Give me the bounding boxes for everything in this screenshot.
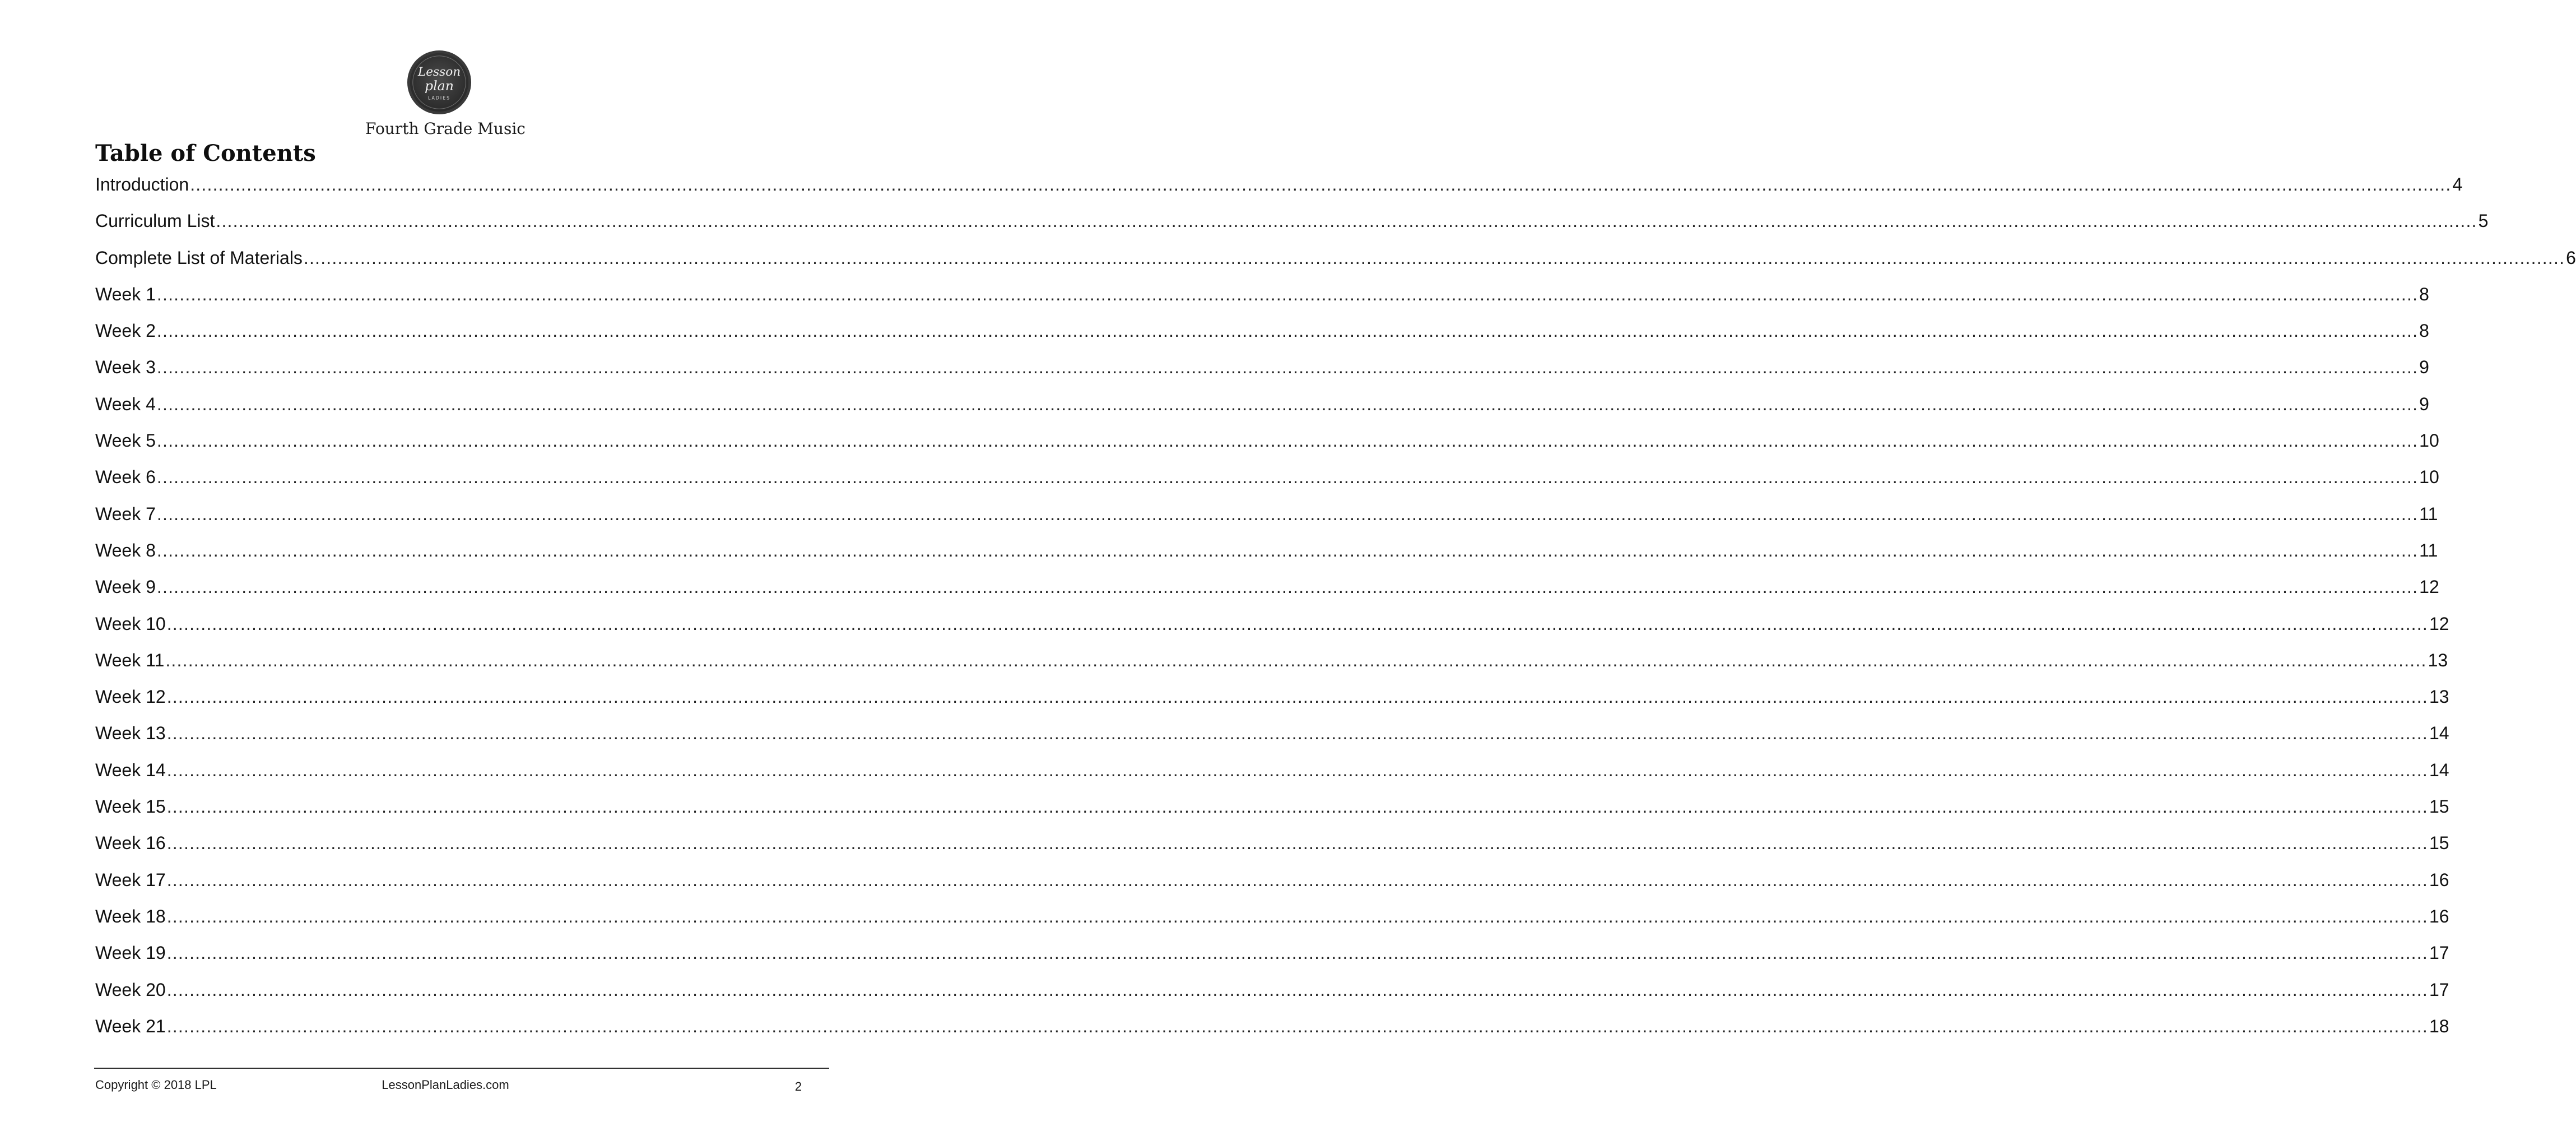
toc-entry-page-number: 4 xyxy=(2452,174,2463,194)
toc-entry[interactable] xyxy=(95,171,2463,208)
logo-word-ladies: LADIES xyxy=(427,95,451,101)
toc-entry-label: Week 1 xyxy=(95,284,156,304)
logo-word-plan: plan xyxy=(425,77,454,94)
toc-entry-label: Week 5 xyxy=(95,430,156,451)
toc-entry[interactable] xyxy=(95,537,2438,574)
footer-page-number: 2 xyxy=(794,1079,802,1093)
toc-entry[interactable] xyxy=(95,720,2449,757)
toc-leader-dots: ................................................................................................................................................................................................................................................................................................................................................................................................................ xyxy=(156,357,2419,378)
toc-entry-page-number: 17 xyxy=(2429,943,2449,963)
toc-entry-page-number: 10 xyxy=(2419,430,2439,451)
toc-entry-label: Week 21 xyxy=(95,1016,166,1036)
toc-leader-dots: ................................................................................................................................................................................................................................................................................................................................................................................................................ xyxy=(166,833,2428,854)
toc-leader-dots: ................................................................................................................................................................................................................................................................................................................................................................................................................ xyxy=(166,613,2428,634)
lesson-plan-ladies-logo xyxy=(406,49,472,115)
toc-entry-page-number: 12 xyxy=(2419,577,2439,597)
toc-entry-label: Week 18 xyxy=(95,906,166,926)
toc-heading: Table of Contents xyxy=(95,140,316,166)
toc-entry-label: Introduction xyxy=(95,174,189,194)
toc-leader-dots: ................................................................................................................................................................................................................................................................................................................................................................................................................ xyxy=(216,211,2477,231)
toc-entry[interactable] xyxy=(95,245,2576,281)
toc-entry-label: Week 11 xyxy=(95,650,165,670)
toc-entry[interactable] xyxy=(95,830,2449,866)
toc-entry[interactable] xyxy=(95,428,2439,464)
toc-entry-page-number: 5 xyxy=(2478,211,2489,231)
toc-entry-page-number: 17 xyxy=(2429,979,2449,1000)
toc-entry-page-number: 13 xyxy=(2428,650,2448,670)
toc-entry-label: Week 13 xyxy=(95,723,166,744)
toc-entry[interactable] xyxy=(95,464,2439,500)
toc-entry[interactable] xyxy=(95,867,2449,903)
toc-entry-label: Week 16 xyxy=(95,833,166,854)
toc-entry-page-number: 9 xyxy=(2419,393,2429,414)
toc-entry-page-number: 8 xyxy=(2419,284,2429,304)
toc-entry[interactable] xyxy=(95,903,2449,940)
toc-entry-page-number: 16 xyxy=(2429,869,2449,890)
toc-entry-label: Week 3 xyxy=(95,357,156,378)
toc-entry[interactable] xyxy=(95,574,2439,610)
toc-entry-page-number: 11 xyxy=(2419,503,2438,524)
toc-entry-page-number: 15 xyxy=(2429,796,2449,817)
toc-entry[interactable] xyxy=(95,281,2429,318)
toc-entry-page-number: 10 xyxy=(2419,467,2439,488)
toc-leader-dots: ................................................................................................................................................................................................................................................................................................................................................................................................................ xyxy=(166,759,2428,780)
toc-entry-page-number: 15 xyxy=(2429,833,2449,854)
toc-entry-label: Week 17 xyxy=(95,869,166,890)
toc-leader-dots: ................................................................................................................................................................................................................................................................................................................................................................................................................ xyxy=(166,906,2428,926)
toc-entry[interactable] xyxy=(95,977,2449,1013)
toc-entry-label: Week 10 xyxy=(95,613,166,634)
toc-entry-page-number: 13 xyxy=(2429,687,2449,707)
toc-entry-label: Week 7 xyxy=(95,503,156,524)
toc-entry[interactable] xyxy=(95,208,2489,244)
toc-leader-dots: ................................................................................................................................................................................................................................................................................................................................................................................................................ xyxy=(166,723,2428,744)
toc-entry-page-number: 12 xyxy=(2429,613,2449,634)
toc-leader-dots: ................................................................................................................................................................................................................................................................................................................................................................................................................ xyxy=(166,943,2428,963)
toc-entry-page-number: 16 xyxy=(2429,906,2449,926)
toc-entry[interactable] xyxy=(95,647,2448,684)
toc-entry-label: Week 15 xyxy=(95,796,166,817)
toc-entry[interactable] xyxy=(95,391,2429,428)
toc-leader-dots: ................................................................................................................................................................................................................................................................................................................................................................................................................ xyxy=(156,540,2419,560)
toc-entry-label: Week 19 xyxy=(95,943,166,963)
toc-entry[interactable] xyxy=(95,940,2449,976)
toc-entry-label: Complete List of Materials xyxy=(95,247,303,268)
toc-leader-dots: ................................................................................................................................................................................................................................................................................................................................................................................................................ xyxy=(156,503,2419,524)
logo-word-lesson: Lesson xyxy=(417,65,461,80)
toc-entry-label: Week 8 xyxy=(95,540,156,560)
toc-entry-page-number: 14 xyxy=(2429,723,2449,744)
toc-leader-dots: ................................................................................................................................................................................................................................................................................................................................................................................................................ xyxy=(166,687,2428,707)
toc-leader-dots: ................................................................................................................................................................................................................................................................................................................................................................................................................ xyxy=(166,979,2428,1000)
toc-entry[interactable] xyxy=(95,501,2438,537)
toc-leader-dots: ................................................................................................................................................................................................................................................................................................................................................................................................................ xyxy=(165,650,2427,670)
toc-leader-dots: ................................................................................................................................................................................................................................................................................................................................................................................................................ xyxy=(156,577,2419,597)
toc-entry-label: Week 2 xyxy=(95,321,156,341)
toc-entry[interactable] xyxy=(95,354,2429,391)
toc-list xyxy=(95,171,2576,1050)
toc-entry-page-number: 14 xyxy=(2429,759,2449,780)
footer-divider xyxy=(94,1068,829,1069)
toc-entry-label: Week 6 xyxy=(95,467,156,488)
footer-copyright: Copyright © 2018 LPL xyxy=(95,1078,217,1092)
toc-leader-dots: ................................................................................................................................................................................................................................................................................................................................................................................................................ xyxy=(156,430,2419,451)
toc-leader-dots: ................................................................................................................................................................................................................................................................................................................................................................................................................ xyxy=(166,869,2428,890)
toc-entry-page-number: 6 xyxy=(2566,247,2576,268)
toc-entry-label: Curriculum List xyxy=(95,211,215,231)
toc-leader-dots: ................................................................................................................................................................................................................................................................................................................................................................................................................ xyxy=(190,174,2452,194)
document-title: Fourth Grade Music xyxy=(365,119,526,138)
footer-website: LessonPlanLadies.com xyxy=(382,1078,509,1092)
toc-entry[interactable] xyxy=(95,757,2449,794)
toc-leader-dots: ................................................................................................................................................................................................................................................................................................................................................................................................................ xyxy=(156,321,2419,341)
toc-leader-dots: ................................................................................................................................................................................................................................................................................................................................................................................................................ xyxy=(166,1016,2428,1036)
toc-entry[interactable] xyxy=(95,794,2449,830)
toc-entry-label: Week 4 xyxy=(95,393,156,414)
toc-leader-dots: ................................................................................................................................................................................................................................................................................................................................................................................................................ xyxy=(156,467,2419,488)
toc-entry-label: Week 20 xyxy=(95,979,166,1000)
toc-leader-dots: ................................................................................................................................................................................................................................................................................................................................................................................................................ xyxy=(166,796,2428,817)
toc-entry[interactable] xyxy=(95,611,2449,647)
toc-entry-label: Week 14 xyxy=(95,759,166,780)
toc-leader-dots: ................................................................................................................................................................................................................................................................................................................................................................................................................ xyxy=(156,284,2419,304)
toc-entry-page-number: 18 xyxy=(2429,1016,2449,1036)
toc-leader-dots: ................................................................................................................................................................................................................................................................................................................................................................................................................ xyxy=(156,393,2419,414)
toc-leader-dots: ................................................................................................................................................................................................................................................................................................................................................................................................................ xyxy=(303,247,2565,268)
toc-entry-page-number: 8 xyxy=(2419,321,2429,341)
toc-entry-label: Week 9 xyxy=(95,577,156,597)
toc-entry[interactable] xyxy=(95,1013,2449,1050)
toc-entry-page-number: 11 xyxy=(2419,540,2438,560)
toc-entry[interactable] xyxy=(95,318,2429,354)
toc-entry-label: Week 12 xyxy=(95,687,166,707)
toc-entry-page-number: 9 xyxy=(2419,357,2429,378)
toc-entry[interactable] xyxy=(95,684,2449,720)
